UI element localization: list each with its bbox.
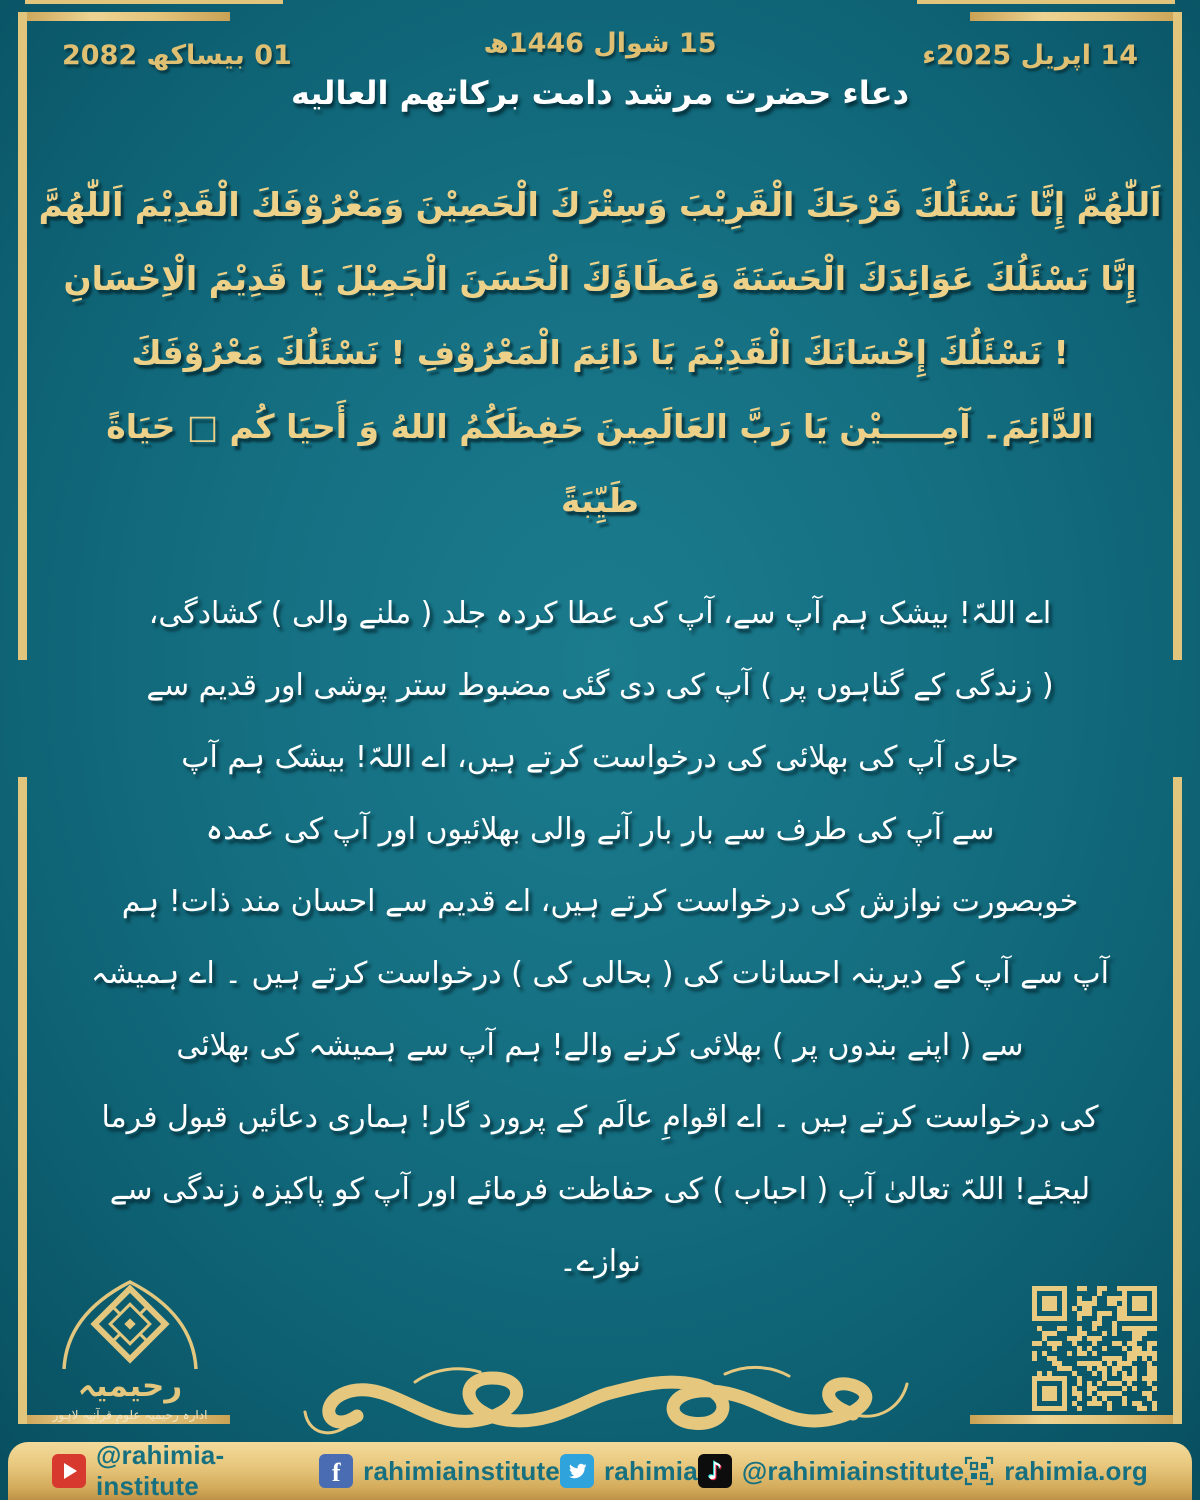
urdu-translation	[60, 578, 1140, 1298]
urdu-translation-line: ( زندگی کے گناہوں پر ) آپ کی دی گئی مضبوط ستر پوشی اور قدیم سے	[146, 668, 1054, 703]
tiktok-handle: @rahimiainstitute	[741, 1455, 965, 1486]
logo-subtitle: ادارہ رحیمیہ علومِ قرآنیہ لاہور	[52, 1408, 208, 1422]
frame-top-edge-left	[25, 0, 283, 4]
youtube-handle: @rahimia-institute	[96, 1440, 225, 1500]
qr-code	[1032, 1286, 1157, 1411]
footer-item-website[interactable]	[964, 1456, 1148, 1487]
arabic-prayer-line: ! نَسْئَلُكَ إِحْسَانَكَ الْقَدِيْمَ يَا دَائِمَ الْمَعْرُوْفِ ! نَسْئَلُكَ مَعْرُوْفَكَ	[131, 333, 1069, 372]
urdu-translation-line: آپ سے آپ کے دیرینہ احسانات کی ( بحالی کی ) درخواست کرتے ہیں ۔ اے ہمیشہ	[91, 956, 1109, 991]
footer-item-youtube[interactable]	[52, 1440, 319, 1500]
urdu-translation-line: جاری آپ کی بھلائی کی درخواست کرتے ہیں، اے اللہّ! بیشک ہم آپ	[181, 740, 1019, 775]
facebook-handle: rahimiainstitute	[363, 1455, 560, 1486]
frame-corner-bottom-right-horizontal	[970, 1415, 1182, 1424]
poster-title: دعاء حضرت مرشد دامت برکاتهم العالیه	[290, 74, 910, 112]
arabic-prayer	[35, 168, 1165, 538]
urdu-translation-line: سے آپ کی طرف سے بار بار آنے والی بھلائیوں اور آپ کی عمدہ	[205, 812, 995, 847]
frame-corner-top-left-horizontal	[18, 12, 230, 21]
footer-social-band	[8, 1442, 1192, 1500]
urdu-translation-line: کی درخواست کرتے ہیں ۔ اے اقوامِ عالَم کے پرورد گار! ہماری دعائیں قبول فرما	[101, 1100, 1099, 1135]
frame-corner-bottom-right-vertical	[1173, 777, 1182, 1424]
arabic-prayer-line: إِنَّا نَسْئَلُكَ عَوَائِدَكَ الْحَسَنَةَ وَعَطَاؤَكَ الْحَسَنَ الْجَمِيْلَ يَا قَدِيْمَ الْاِحْسَانِ	[63, 259, 1137, 298]
logo-name: رحیمیہ	[77, 1368, 183, 1404]
arabic-prayer-line: اَللّٰهُمَّ إِنَّا نَسْئَلُكَ فَرْجَكَ الْقَرِيْبَ وَسِتْرَكَ الْحَصِيْنَ وَمَعْرُوْفَكَ الْقَدِيْمَ اَللّٰهُمَّ	[38, 185, 1162, 224]
urdu-translation-line: اے اللہّ! بیشک ہم آپ سے، آپ کی عطا کردہ جلد ( ملنے والی ) کشادگی،	[148, 596, 1052, 631]
urdu-translation-line: خوبصورت نوازش کی درخواست کرتے ہیں، اے قدیم سے احسان مند ذات! ہم	[121, 884, 1079, 919]
tiktok-icon: ♪	[698, 1454, 732, 1488]
rahimia-logo	[38, 1272, 222, 1430]
footer-item-twitter[interactable]	[560, 1454, 698, 1488]
website-url: rahimia.org	[1004, 1455, 1148, 1486]
twitter-handle: rahimia	[603, 1455, 698, 1486]
rahimia-logo-emblem-icon	[38, 1272, 222, 1430]
qr-scan-icon	[964, 1456, 994, 1486]
calligraphic-flourish-icon	[295, 1352, 920, 1447]
twitter-icon	[560, 1454, 594, 1488]
youtube-icon	[52, 1454, 86, 1488]
urdu-translation-line: لیجئے! اللہّ تعالیٰ آپ ( احباب ) کی حفاظت فرمائے اور آپ کو پاکیزہ زندگی سے	[109, 1172, 1091, 1207]
frame-corner-top-right-horizontal	[970, 12, 1182, 21]
hijri-date: 15 شوال 1446ھ	[483, 28, 717, 59]
facebook-icon: f	[319, 1454, 353, 1488]
bikrami-date: 01 بیساکھ 2082	[62, 40, 292, 71]
arabic-prayer-line: طَيِّبَةً	[560, 481, 640, 520]
footer-item-facebook[interactable]	[319, 1454, 560, 1488]
footer-item-tiktok[interactable]	[698, 1454, 964, 1488]
frame-corner-bottom-left-vertical	[18, 777, 27, 1424]
frame-top-edge-right	[917, 0, 1175, 4]
urdu-translation-line: سے ( اپنے بندوں پر ) بھلائی کرنے والے! ہم آپ سے ہمیشہ کی بھلائی	[176, 1028, 1024, 1063]
arabic-prayer-line: الدَّائِمَ۔ آمِـــــيْن يَا رَبَّ العَالَمِينَ حَفِظَكُمُ اللهُ وَ أَحيَا كُم □ حَيَاةً	[106, 407, 1094, 446]
gregorian-date: 14 اپریل 2025ء	[922, 40, 1138, 71]
urdu-translation-line: نوازے۔	[559, 1244, 641, 1279]
